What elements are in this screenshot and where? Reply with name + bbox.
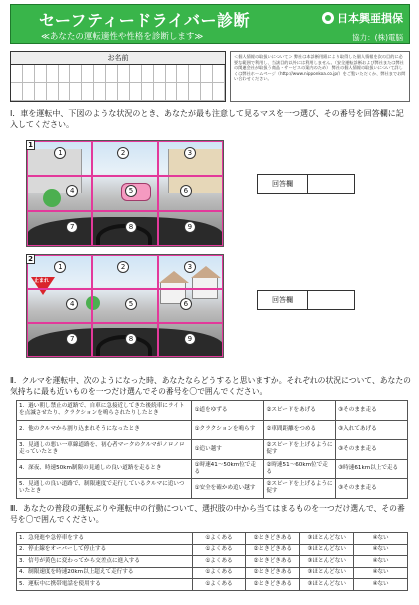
choice-option[interactable]: ②ときどきある <box>246 567 300 579</box>
choice-option[interactable]: ④ない <box>354 579 408 591</box>
choice-option[interactable]: ①よくある <box>192 567 246 579</box>
choice-option[interactable]: ①道をゆずる <box>192 401 264 421</box>
cell-number: 4 <box>66 298 78 310</box>
choice-option[interactable]: ②ときどきある <box>246 533 300 545</box>
answer-label: 回答欄 <box>258 175 308 193</box>
scene-2-illustration <box>26 254 224 358</box>
question-text: 2．停止線をオーバーして停止する <box>17 544 193 556</box>
choice-option[interactable]: ②スピードを上げるように促す <box>264 479 336 499</box>
answer-field-2[interactable] <box>257 290 355 310</box>
choice-option[interactable]: ①よくある <box>192 579 246 591</box>
privacy-notice: ＜個人情報の取扱いについて＞ 弊社は本診断用紙により取得した個人情報を次の目的に必要な範囲で利用し、当該目的以外には利用しません。（安全運転診断および弊社または弊社の関連会社が取扱う商品・サービスの案内のため） 弊社の個人情報の取扱いについて詳しくは弊社ホームページ（http://www.nipponkoa.co.jp/）をご覧いただくか、弊社までお問い合わせください。 <box>230 51 410 102</box>
question-text: 1．急発進や急停車をする <box>17 533 193 545</box>
table-row <box>17 479 408 499</box>
cell-number: 6 <box>180 185 192 197</box>
table-row <box>17 401 408 421</box>
cell-number: 1 <box>54 261 66 273</box>
name-label: お名前 <box>11 52 225 65</box>
cell-number: 7 <box>66 333 78 345</box>
table-row <box>17 567 408 579</box>
scene-1-tag: 1 <box>26 140 35 150</box>
company-logo <box>322 10 403 26</box>
cell-number: 9 <box>184 221 196 233</box>
table-row <box>17 544 408 556</box>
question-text: 3．見通しの悪い一車線道路を、初心者マークのクルマがノロノロ走っていたとき <box>17 440 192 460</box>
choice-option[interactable]: ②ときどきある <box>246 544 300 556</box>
stop-sign-text: 止まれ <box>34 278 50 284</box>
logo-mark-icon <box>322 12 334 24</box>
question-text: 3．信号が黄色に変わってから交差点に進入する <box>17 556 193 568</box>
question-text: 4．制限速度を時速20km以上超えて走行する <box>17 567 193 579</box>
choice-option[interactable]: ④ない <box>354 544 408 556</box>
choice-option[interactable]: ③ほとんどない <box>300 544 354 556</box>
choice-option[interactable]: ②ときどきある <box>246 556 300 568</box>
question-text: 5．運転中に携帯電話を使用する <box>17 579 193 591</box>
choice-option[interactable]: ①よくある <box>192 544 246 556</box>
question-text: 4．深夜、時速50km制限の見通しの良い道路を走るとき <box>17 459 192 479</box>
choice-option[interactable]: ③ほとんどない <box>300 533 354 545</box>
choice-option[interactable]: ③そのまま走る <box>336 440 408 460</box>
table-row <box>17 579 408 591</box>
header-banner <box>10 4 410 44</box>
choice-option[interactable]: ②スピードをあげる <box>264 401 336 421</box>
table-row <box>17 459 408 479</box>
question-text: 2．他のクルマから割り込まれそうになったとき <box>17 420 192 440</box>
choice-option[interactable]: ①よくある <box>192 533 246 545</box>
answer-label: 回答欄 <box>258 291 308 309</box>
table-row <box>17 440 408 460</box>
cell-number: 3 <box>184 147 196 159</box>
choice-option[interactable]: ④ない <box>354 533 408 545</box>
choice-option[interactable]: ②スピードを上げるように促す <box>264 440 336 460</box>
choice-option[interactable]: ②時速51〜60km位で走る <box>264 459 336 479</box>
choice-option[interactable]: ①よくある <box>192 556 246 568</box>
choice-option[interactable]: ②車間距離をつめる <box>264 420 336 440</box>
question-2-table <box>16 400 408 499</box>
question-text: 1．過い朝し禁止の道路で、自車に急接近してきた後続車にライトを点滅させたり、クラクションを鳴らされたりしたとき <box>17 401 192 421</box>
scene-2-tag: 2 <box>26 254 35 264</box>
cell-number: 3 <box>184 261 196 273</box>
cell-number: 8 <box>125 333 137 345</box>
name-grid[interactable] <box>11 65 225 101</box>
cell-number: 1 <box>54 147 66 159</box>
cell-number: 7 <box>66 221 78 233</box>
choice-option[interactable]: ③ほとんどない <box>300 579 354 591</box>
choice-option[interactable]: ③ほとんどない <box>300 556 354 568</box>
choice-option[interactable]: ①安全を確かめ追い越す <box>192 479 264 499</box>
page-title: セーフティードライバー診断 <box>39 11 250 30</box>
choice-option[interactable]: ③そのまま走る <box>336 401 408 421</box>
cell-number: 2 <box>117 261 129 273</box>
choice-option[interactable]: ③ほとんどない <box>300 567 354 579</box>
scene-1-illustration <box>26 140 224 247</box>
cooperation-credit: 協力：(株)電脳 <box>352 33 403 42</box>
table-row <box>17 533 408 545</box>
cell-number: 5 <box>125 185 137 197</box>
choice-option[interactable]: ③入れてあげる <box>336 420 408 440</box>
choice-option[interactable]: ②ときどきある <box>246 579 300 591</box>
choice-option[interactable]: ①クラクションを鳴らす <box>192 420 264 440</box>
choice-option[interactable]: ④ない <box>354 556 408 568</box>
question-3-instruction: Ⅲ．あなたの普段の運転ぶりや運転中の行動について、選択肢の中から当てはまるものを一つだけ選んで、その番号を〇で囲んでください。 <box>10 504 405 524</box>
choice-option[interactable]: ①時速41〜50km位で走る <box>192 459 264 479</box>
question-2-instruction: Ⅱ．クルマを運転中、次のようになった時、あなたならどうすると思いますか。それぞれの状況について、あなたの気持ちに最も近いものを一つだけ選んでその番号を〇で囲んでください。 <box>10 376 411 396</box>
choice-option[interactable]: ③そのまま走る <box>336 479 408 499</box>
name-field[interactable] <box>10 51 226 102</box>
question-text: 5．見通しの良い道路で、制限速度で走行しているクルマに追いついたとき <box>17 479 192 499</box>
answer-field-1[interactable] <box>257 174 355 194</box>
cell-number: 4 <box>66 185 78 197</box>
table-row <box>17 556 408 568</box>
logo-text: 日本興亜損保 <box>337 12 403 25</box>
cell-number: 6 <box>180 298 192 310</box>
choice-option[interactable]: ③時速61km以上で走る <box>336 459 408 479</box>
choice-option[interactable]: ①追い越す <box>192 440 264 460</box>
question-1-instruction: Ⅰ．車を運転中、下図のような状況のとき、あなたが最も注意して見るマスを一つ選び、その番号を回答欄に記入してください。 <box>10 109 404 129</box>
table-row <box>17 420 408 440</box>
choice-option[interactable]: ④ない <box>354 567 408 579</box>
cell-number: 5 <box>125 298 137 310</box>
cell-number: 2 <box>117 147 129 159</box>
question-3-table <box>16 532 408 591</box>
cell-number: 8 <box>125 221 137 233</box>
page-subtitle: ≪あなたの運転適性や性格を診断します≫ <box>41 32 204 42</box>
cell-number: 9 <box>184 333 196 345</box>
